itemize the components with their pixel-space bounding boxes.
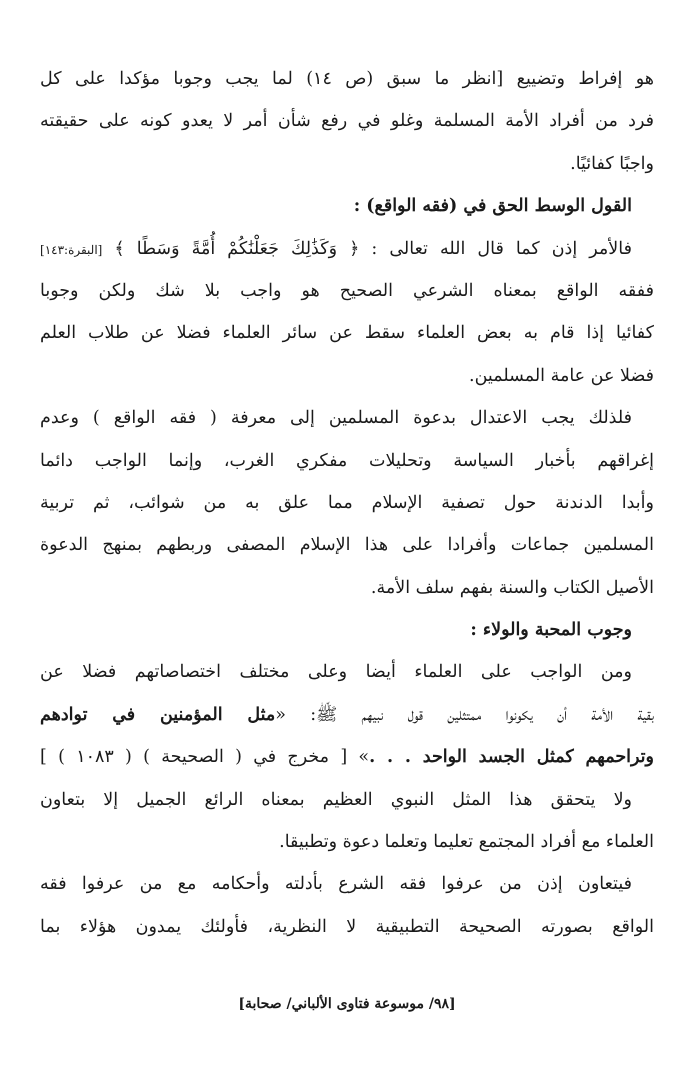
text-line: وأبدا الدندنة حول تصفية الإسلام مما علق به من شوائب، ثم تربية bbox=[40, 492, 654, 513]
text-line: ففقه الواقع بمعناه الشرعي الصحيح هو واجب بلا شك ولكن وجوبا bbox=[40, 280, 654, 301]
hadith-text: مثل المؤمنين في توادهم bbox=[40, 704, 276, 725]
text-line: ومن الواجب على العلماء أيضا وعلى مختلف اختصاصاتهم فضلا عن bbox=[40, 662, 632, 683]
text-line: إغراقهم بأخبار السياسة وتحليلات مفكري الغرب، وإنما الواجب دائما bbox=[40, 450, 654, 471]
page-body bbox=[40, 58, 654, 948]
verse-reference: [البقرة:١٤٣] bbox=[40, 242, 103, 257]
text-line: واجبًا كفائيًا. bbox=[570, 153, 654, 174]
text-line: هو إفراط وتضييع [انظر ما سبق (ص ١٤) لما يجب وجوبا مؤكدا على كل bbox=[40, 69, 654, 89]
text-line: فرد من أفراد الأمة المسلمة وغلو في رفع شأن أمر لا يعدو كونه على حقيقته bbox=[40, 111, 654, 132]
section-heading: القول الوسط الحق في (فقه الواقع) : bbox=[353, 196, 632, 217]
text-line: المسلمين جماعات وأفرادا على هذا الإسلام المصفى وربطهم بمنهج الدعوة bbox=[40, 535, 654, 556]
text-line: كفائيا إذا قام به بعض العلماء سقط عن سائر العلماء فضلا عن طلاب العلم bbox=[40, 323, 654, 344]
quran-verse: فالأمر إذن كما قال الله تعالى : ﴿ وَكَذَٰلِكَ جَعَلْنَٰكُمْ أُمَّةً وَسَطًا ﴾ bbox=[114, 238, 632, 259]
text-line: العلماء مع أفراد المجتمع تعليما وتعلما دعوة وتطبيقا. bbox=[279, 832, 654, 853]
text-line: الواقع بصورته الصحيحة التطبيقية لا النظرية، فأولئك يمدون هؤلاء بما bbox=[40, 916, 654, 937]
hadith-reference: » [ مخرج في ( الصحيحة ) ( ١٠٨٣ ) ] bbox=[40, 747, 370, 768]
text-line: الأصيل الكتاب والسنة بفهم سلف الأمة. bbox=[370, 577, 654, 598]
hadith-intro: بقية الأمة أن يكونوا ممتثلين قول نبيهم ﷺ: « bbox=[275, 704, 654, 725]
text-line bbox=[40, 694, 654, 736]
text-line bbox=[40, 228, 654, 270]
section-heading: وجوب المحبة والولاء : bbox=[470, 620, 632, 641]
hadith-text: وتراحمهم كمثل الجسد الواحد . . . bbox=[369, 747, 654, 768]
text-line: فيتعاون إذن من عرفوا فقه الشرع بأدلته وأحكامه مع من عرفوا فقه bbox=[40, 874, 632, 895]
page-footer: [٩٨/ موسوعة فتاوى الألباني/ صحابة] bbox=[238, 996, 456, 1012]
text-line: فلذلك يجب الاعتدال بدعوة المسلمين إلى معرفة ( فقه الواقع ) وعدم bbox=[40, 408, 632, 429]
text-line bbox=[40, 736, 654, 778]
text-line: ولا يتحقق هذا المثل النبوي العظيم بمعناه الرائع الجميل إلا بتعاون bbox=[40, 789, 632, 810]
text-line: فضلا عن عامة المسلمين. bbox=[469, 365, 654, 386]
